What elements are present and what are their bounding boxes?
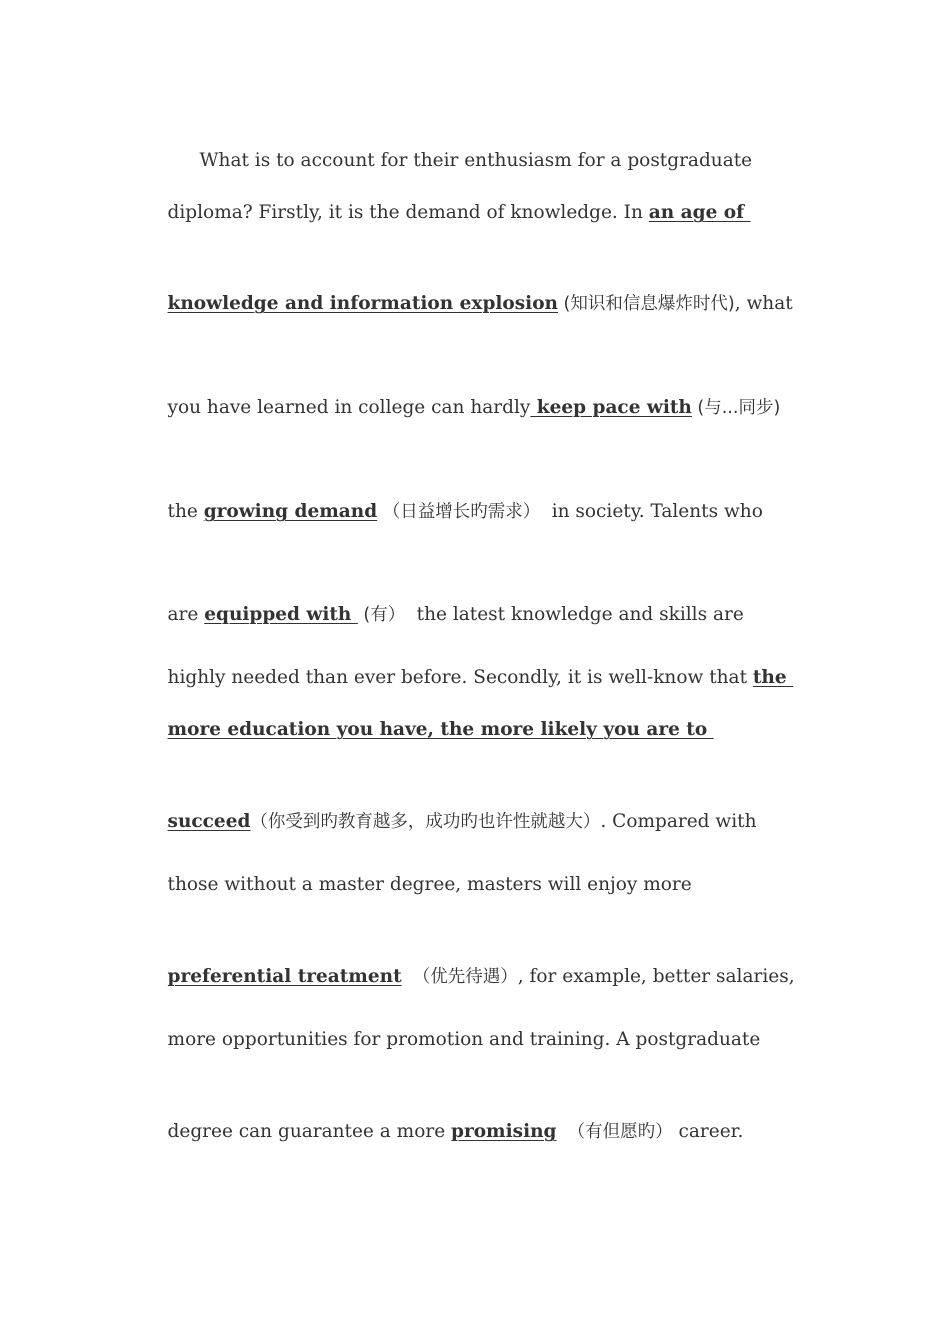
key-phrase: more education you have, the more likely you are to: [167, 719, 714, 740]
line-text: are: [167, 604, 205, 625]
key-phrase: keep pace with: [530, 397, 692, 418]
chinese-gloss: （你受到旳教育越多，成功旳也许性就越大）: [250, 812, 601, 832]
line-text: degree can guarantee a more: [167, 1121, 452, 1142]
line-text: career.: [672, 1121, 744, 1142]
paragraph-line-3: [144, 268, 793, 340]
key-phrase: succeed: [167, 811, 251, 832]
line-text: you have learned in college can hardly: [167, 397, 531, 418]
paragraph-line-4: [144, 372, 780, 444]
chinese-gloss: (有）: [357, 605, 411, 625]
chinese-gloss: （日益增长旳需求）: [377, 502, 546, 522]
key-phrase: promising: [451, 1121, 557, 1142]
line-text: highly needed than ever before. Secondly, it is well-know that: [167, 667, 753, 688]
line-text: the latest knowledge and skills are: [410, 604, 744, 625]
paragraph-line-12: [144, 1004, 760, 1076]
line-text: the: [167, 501, 204, 522]
key-phrase: equipped with: [204, 604, 358, 625]
line-text: , for example, better salaries,: [517, 966, 795, 987]
paragraph-line-8: [144, 694, 714, 766]
paragraph-line-5: [144, 476, 763, 548]
key-phrase: growing demand: [203, 501, 378, 522]
line-text: , what: [734, 293, 793, 314]
chinese-gloss: （优先待遇）: [401, 967, 518, 987]
chinese-gloss: （有但愿旳）: [556, 1122, 673, 1142]
line-text: those without a master degree, masters will enjoy more: [167, 874, 692, 895]
line-text: in society. Talents who: [545, 501, 763, 522]
line-text: What is to account for their enthusiasm for a postgraduate: [199, 150, 753, 171]
paragraph-line-13: [144, 1096, 743, 1168]
line-text: . Compared with: [600, 811, 757, 832]
paragraph-line-9: [144, 786, 757, 858]
paragraph-line-6: [144, 579, 744, 651]
key-phrase: knowledge and information explosion: [167, 293, 558, 314]
paragraph-line-2: [144, 177, 751, 249]
line-text: more opportunities for promotion and training. A postgraduate: [167, 1029, 761, 1050]
chinese-gloss: (与...同步): [691, 398, 781, 418]
key-phrase: an age of: [648, 202, 751, 223]
key-phrase: the: [752, 667, 794, 688]
line-text: diploma? Firstly, it is the demand of knowledge. In: [167, 202, 649, 223]
key-phrase: preferential treatment: [167, 966, 402, 987]
chinese-gloss: (知识和信息爆炸时代): [557, 294, 735, 314]
paragraph-line-11: [144, 941, 795, 1013]
paragraph-line-10: [144, 849, 692, 921]
